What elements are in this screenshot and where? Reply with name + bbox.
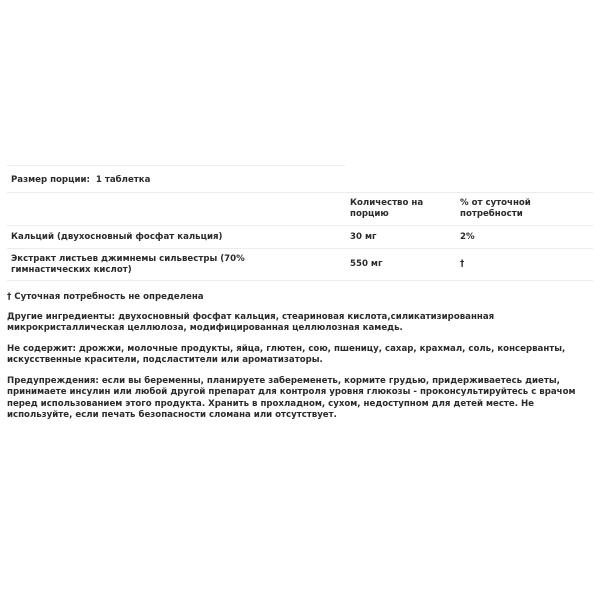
ingredient-amount: 550 мг: [350, 259, 383, 269]
ingredient-daily-value: 2%: [460, 231, 475, 242]
header-daily-value: % от суточной потребности: [460, 198, 531, 219]
notes-section: [7, 292, 593, 422]
table-row: [7, 249, 593, 281]
serving-size-row: [7, 166, 593, 193]
other-ingredients: Другие ингредиенты: двухосновный фосфат кальция, стеариновая кислота,силикатизированная микрокристаллическая целлюлоза, модифицированная целлюлозная камедь.: [7, 311, 495, 333]
ingredient-name: Экстракт листьев джимнемы сильвестры (70% гимнастических кислот): [11, 253, 245, 275]
serving-size-label: Размер порции:: [11, 175, 90, 185]
ingredient-amount: 30 мг: [350, 231, 377, 242]
table-header-row: [7, 193, 593, 226]
supplement-facts-panel: [7, 166, 593, 281]
table-row: [7, 226, 593, 249]
dagger-footnote: † Суточная потребность не определена: [7, 292, 204, 302]
serving-size-value: 1 таблетка: [95, 175, 151, 185]
warnings: Предупреждения: если вы беременны, планируете забеременеть, кормите грудью, придерживаетесь диеты, принимаете инсулин или любой другой препарат для контроля уровня глюкозы - проконсультируйтесь с врачом перед использованием этого продукта. Хранить в прохладном, сухом, недоступном для детей месте. Не используйте, если печать безопасности сломана или отсутствует.: [7, 375, 576, 420]
ingredient-daily-value: †: [460, 259, 465, 269]
header-amount: Количество на порцию: [350, 198, 424, 219]
does-not-contain: Не содержит: дрожжи, молочные продукты, яйца, глютен, сою, пшеницу, сахар, крахмал, соль, консерванты, искусственные красители, подсластители или ароматизаторы.: [7, 343, 566, 365]
ingredient-name: Кальций (двухосновный фосфат кальция): [11, 231, 223, 242]
